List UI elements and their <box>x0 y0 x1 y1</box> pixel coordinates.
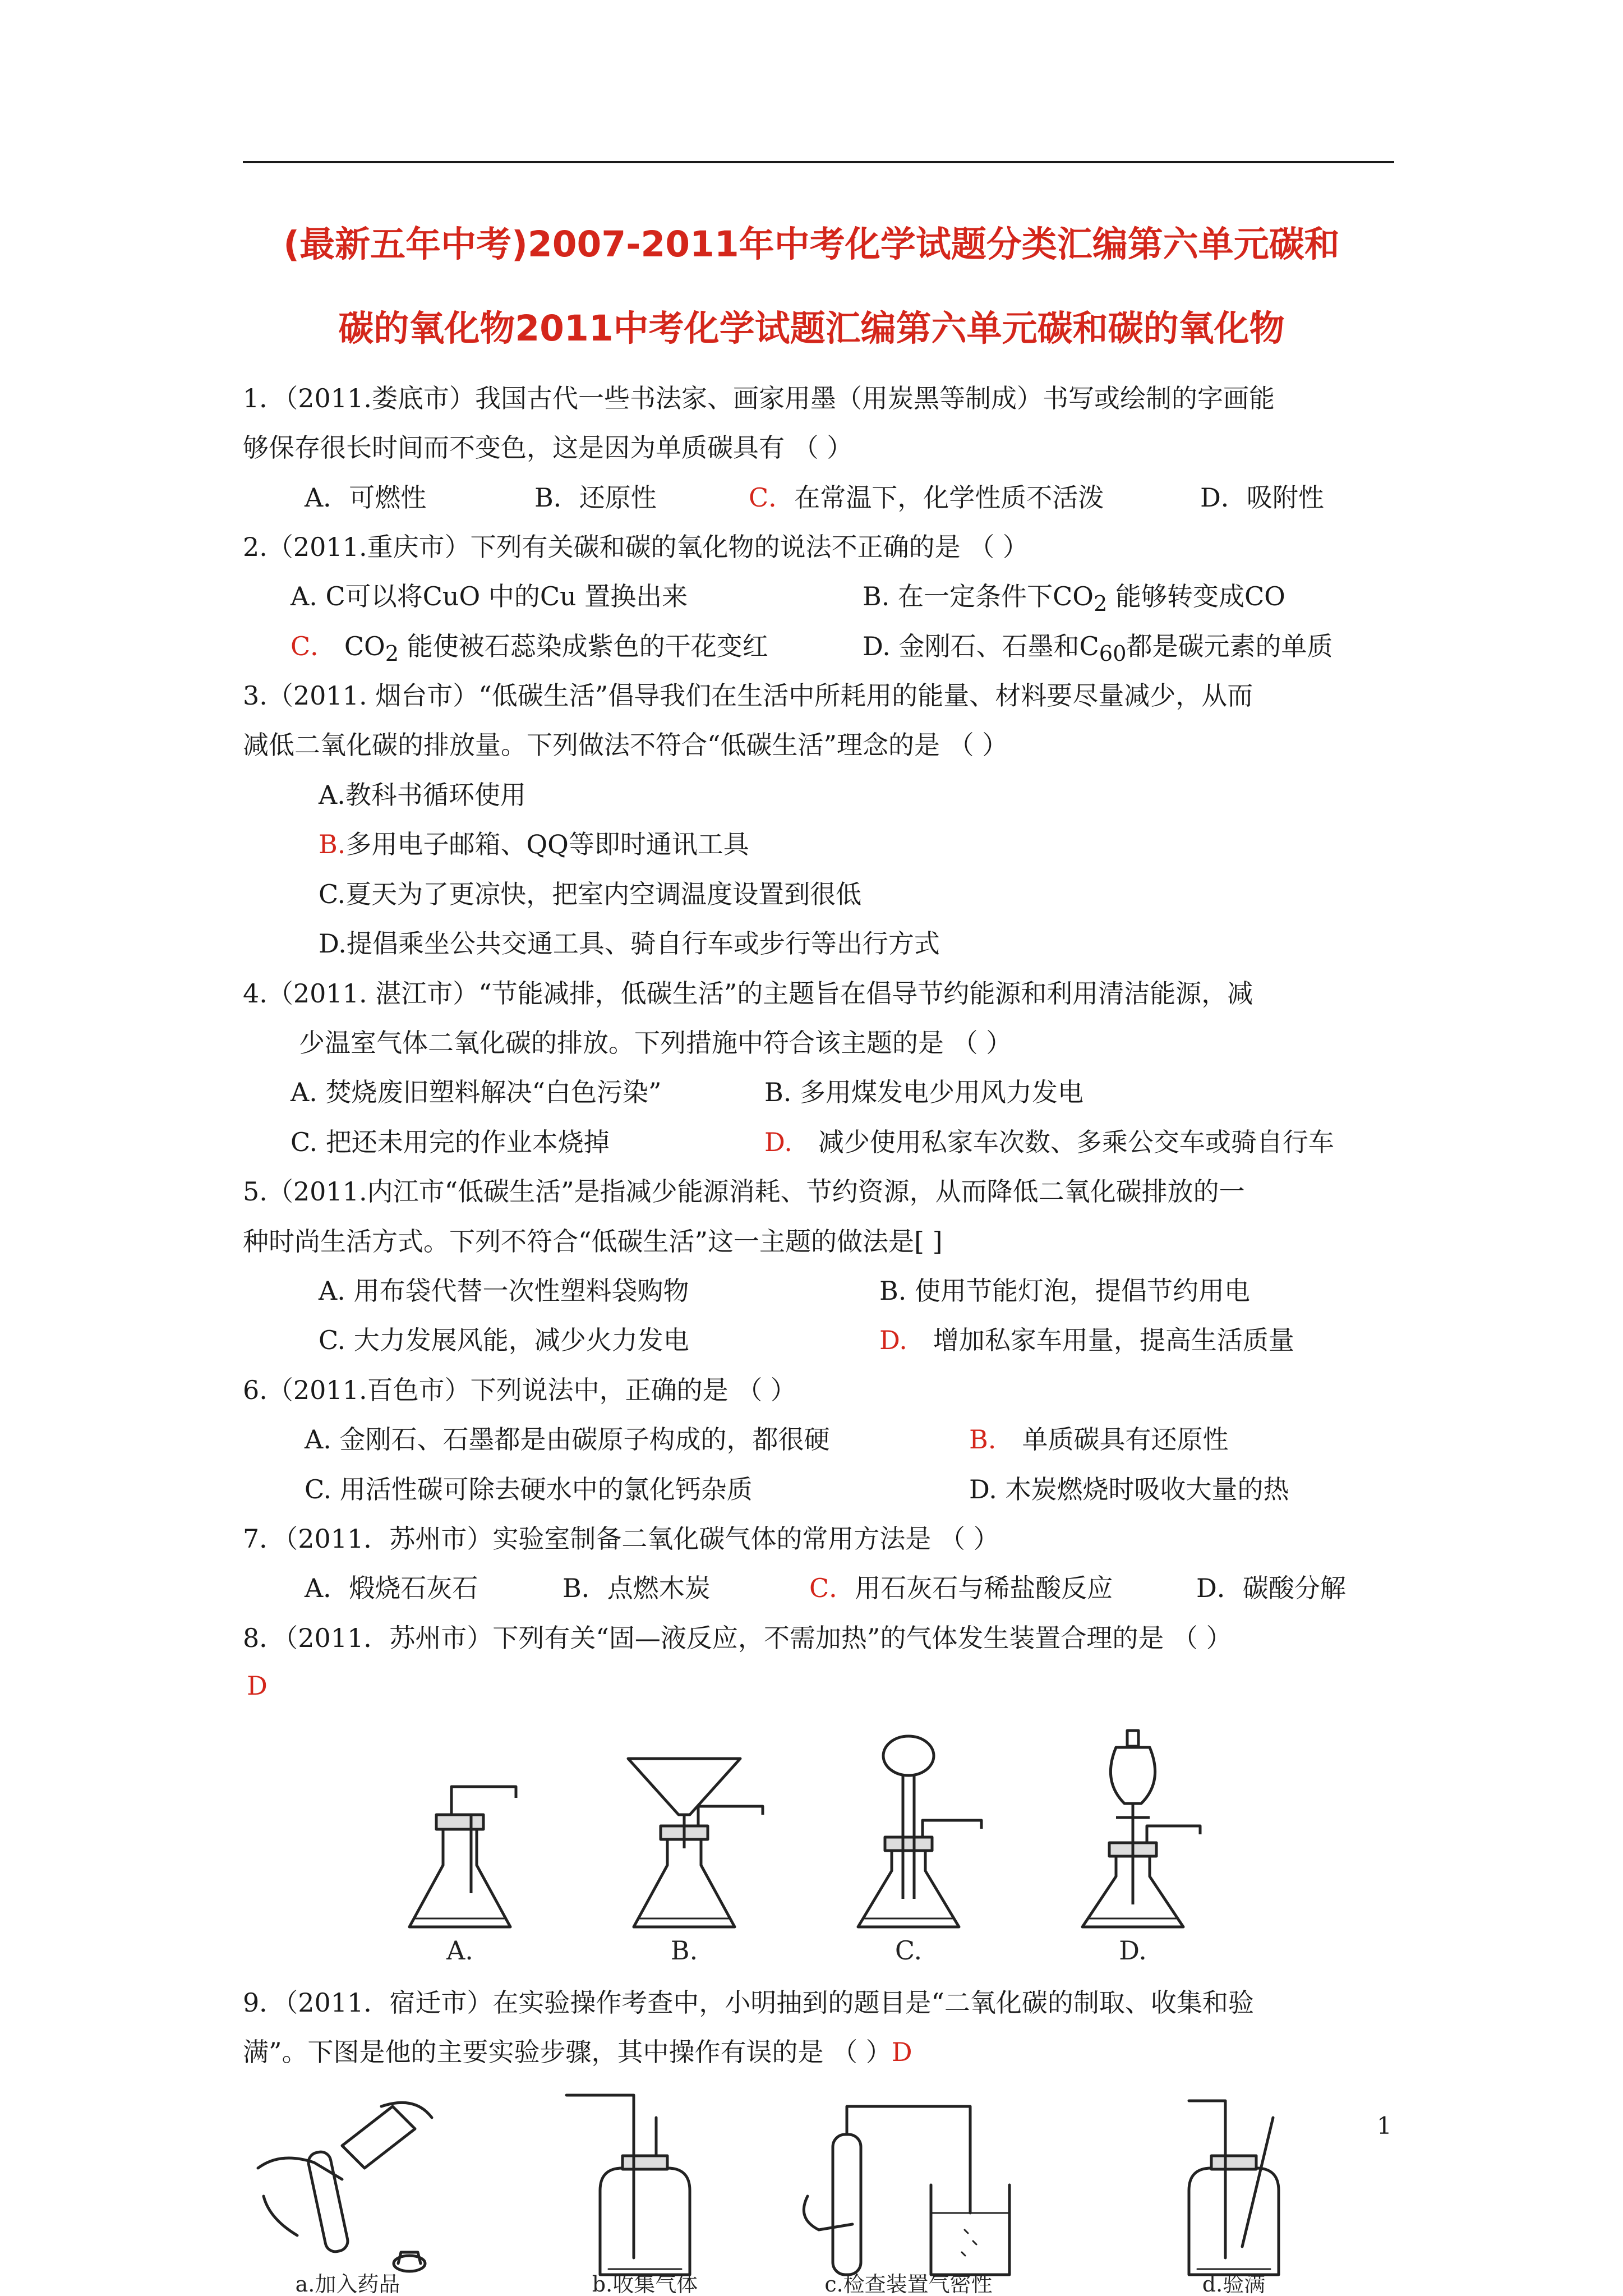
q5-option-d: D. 增加私家车用量，提高生活质量 <box>879 1325 1294 1355</box>
q8-apparatus-figure <box>370 1714 1267 1966</box>
q7-stem: 7．（2011．苏州市）实验室制备二氧化碳气体的常用方法是 （ ） <box>243 1524 999 1554</box>
q3-option-a: A.教科书循环使用 <box>319 780 526 810</box>
page-number: 1 <box>1377 2112 1392 2139</box>
q7-option-c: C．用石灰石与稀盐酸反应 <box>809 1573 1113 1603</box>
q6-answer-letter: B. <box>969 1424 997 1455</box>
q4-answer-letter: D. <box>764 1127 792 1157</box>
q6-option-a: A. 金刚石、石墨都是由碳原子构成的，都很硬 <box>305 1424 830 1455</box>
q1-option-b: B．还原性 <box>534 482 657 513</box>
q1-option-c: C．在常温下，化学性质不活泼 <box>749 482 1104 513</box>
q1-answer-letter: C． <box>749 482 795 513</box>
q4-option-d: D. 减少使用私家车次数、多乘公交车或骑自行车 <box>764 1127 1334 1157</box>
q5-answer-letter: D. <box>879 1325 907 1355</box>
q3-option-b: B.多用电子邮箱、QQ等即时通讯工具 <box>319 829 749 859</box>
apparatus-a-icon <box>409 1787 516 1927</box>
q3-answer-letter: B. <box>319 829 346 859</box>
q9-answer: D <box>891 2037 912 2067</box>
add-reagent-icon <box>258 2102 432 2271</box>
verify-full-icon <box>1189 2101 1279 2275</box>
q5-stem-line1: 5.（2011.内江市“低碳生活”是指减少能源消耗、节约资源，从而降低二氧化碳排放的一 <box>243 1176 1245 1207</box>
apparatus-d-icon <box>1082 1731 1200 1927</box>
apparatus-c-icon <box>858 1736 981 1927</box>
airtightness-check-icon <box>804 2106 1009 2275</box>
q1-stem-line2: 够保存很长时间而不变色，这是因为单质碳具有 （ ） <box>243 432 853 463</box>
q7-option-b: B．点燃木炭 <box>562 1573 711 1603</box>
q4-stem-line2: 少温室气体二氧化碳的排放。下列措施中符合该主题的是 （ ） <box>299 1028 1012 1058</box>
q7-option-a: A．煅烧石灰石 <box>305 1573 478 1603</box>
q2-option-c: C． $CO_2$ 能使被石蕊染成紫色的干花变红 <box>291 631 768 667</box>
q3-option-c: C.夏天为了更凉快，把室内空调温度设置到很低 <box>319 879 862 909</box>
title-line-1: (最新五年中考)2007-2011年中考化学试题分类汇编第六单元碳和 <box>283 224 1340 265</box>
q5-option-a: A. 用布袋代替一次性塑料袋购物 <box>319 1276 689 1306</box>
caption-check-airtightness: c.检查装置气密性 <box>824 2272 993 2296</box>
q2-stem: 2.（2011.重庆市）下列有关碳和碳的氧化物的说法不正确的是 （ ） <box>243 532 1029 562</box>
apparatus-label-b: B. <box>670 1935 698 1966</box>
header-rule <box>243 161 1394 163</box>
apparatus-label-c: C. <box>895 1935 923 1966</box>
q4-option-a: A. 焚烧废旧塑料解决“白色污染” <box>291 1077 662 1107</box>
q4-option-b: B. 多用煤发电少用风力发电 <box>764 1077 1084 1107</box>
q4-option-c: C. 把还未用完的作业本烧掉 <box>291 1127 610 1157</box>
caption-add-reagent: a.加入药品 <box>295 2272 400 2296</box>
q2-option-a: A. C可以将CuO 中的Cu 置换出来 <box>291 581 688 611</box>
gas-bottle-icon <box>566 2095 690 2275</box>
apparatus-label-a: A. <box>446 1935 473 1966</box>
q7-answer-letter: C． <box>809 1573 855 1603</box>
q9-stem-line2: 满”。下图是他的主要实验步骤，其中操作有误的是 （ ）D <box>243 2037 912 2067</box>
q6-stem: 6.（2011.百色市）下列说法中，正确的是 （ ） <box>243 1375 796 1405</box>
q8-stem: 8．（2011．苏州市）下列有关“固—液反应，不需加热”的气体发生装置合理的是 （ ） <box>243 1623 1232 1653</box>
q6-option-c: C. 用活性碳可除去硬水中的氯化钙杂质 <box>305 1474 753 1504</box>
apparatus-b-icon <box>628 1759 763 1927</box>
q5-option-c: C. 大力发展风能，减少火力发电 <box>319 1325 689 1355</box>
q5-stem-line2: 种时尚生活方式。下列不符合“低碳生活”这一主题的做法是[ ] <box>243 1226 943 1257</box>
q2-option-d: D. 金刚石、石墨和$C_{60}$都是碳元素的单质 <box>863 631 1333 667</box>
q1-stem-line1: 1．（2011.娄底市）我国古代一些书法家、画家用墨（用炭黑等制成）书写或绘制的字画能 <box>243 383 1275 413</box>
title-line-2: 碳的氧化物2011中考化学试题汇编第六单元碳和碳的氧化物 <box>338 308 1285 349</box>
q7-option-d: D．碳酸分解 <box>1196 1573 1346 1603</box>
q6-option-b: B. 单质碳具有还原性 <box>969 1424 1229 1455</box>
caption-collect-gas: b.收集气体 <box>592 2272 698 2296</box>
q3-stem-line2: 减低二氧化碳的排放量。下列做法不符合“低碳生活”理念的是 （ ） <box>243 730 1008 760</box>
q8-answer: D <box>247 1671 268 1701</box>
q2-answer-letter: C． <box>291 631 336 661</box>
q1-option-a: A．可燃性 <box>305 482 427 513</box>
q9-procedure-figure <box>247 2084 1346 2296</box>
q3-option-d: D.提倡乘坐公共交通工具、骑自行车或步行等出行方式 <box>319 928 940 959</box>
q2-option-b: B. 在一定条件下$CO_2$ 能够转变成CO <box>863 581 1285 617</box>
q9-stem-line1: 9．（2011．宿迁市）在实验操作考查中，小明抽到的题目是“二氧化碳的制取、收集和验 <box>243 1987 1254 2018</box>
q6-option-d: D. 木炭燃烧时吸收大量的热 <box>969 1474 1289 1504</box>
apparatus-label-d: D. <box>1119 1935 1147 1966</box>
q4-stem-line1: 4.（2011. 湛江市）“节能减排，低碳生活”的主题旨在倡导节约能源和利用清洁能源，减 <box>243 978 1253 1009</box>
q3-stem-line1: 3.（2011. 烟台市）“低碳生活”倡导我们在生活中所耗用的能量、材料要尽量减少，从而 <box>243 680 1253 711</box>
q5-option-b: B. 使用节能灯泡，提倡节约用电 <box>879 1276 1251 1306</box>
q1-option-d: D．吸附性 <box>1200 482 1324 513</box>
caption-verify-full: d.验满 <box>1202 2272 1266 2296</box>
